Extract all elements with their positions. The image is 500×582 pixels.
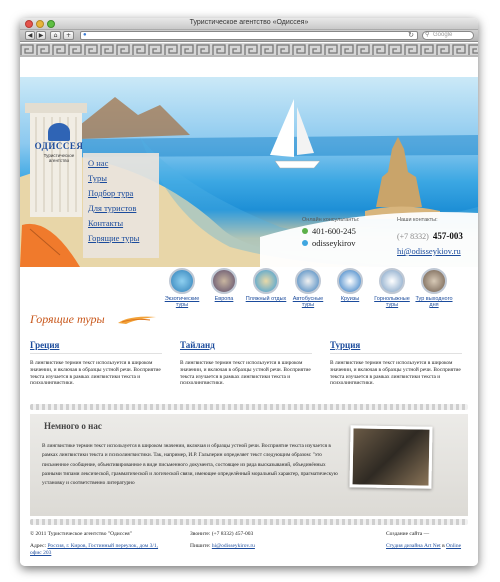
our-contacts (397, 217, 477, 256)
nav-item-for-tourists[interactable]: Для туристов (88, 203, 137, 213)
copyright: © 2011 Туристическое агентство "Одиссея" (30, 531, 132, 537)
contacts-label: Наши контакты: (397, 217, 438, 223)
wave-divider (30, 404, 468, 410)
phone-number: 457-003 (432, 231, 463, 241)
skype-name: odisseykirov (312, 238, 356, 248)
tour-label: Экзотические туры (164, 296, 200, 308)
tour-label: Круизы (340, 296, 360, 302)
about-heading: Немного о нас (44, 421, 102, 431)
address-link[interactable]: Россия, г. Киров, Гостинный переулок, дом 3/1, офис 203 (30, 543, 159, 556)
ski-tour-image (379, 268, 405, 294)
tour-europe[interactable] (202, 268, 246, 302)
reload-icon[interactable]: ↻ (408, 31, 414, 39)
nav-item-hot-tours[interactable]: Горящие туры (88, 233, 140, 243)
main-phone (397, 226, 477, 244)
nav-item-tour-search[interactable]: Подбор тура (88, 188, 134, 198)
exotic-tour-image (169, 268, 195, 294)
about-section (30, 414, 468, 516)
call-number: (+7 8332) 457-003 (211, 531, 254, 537)
skype-contact (302, 238, 382, 248)
hot-tours-heading: Горящие туры (30, 312, 105, 326)
offer-turkey (330, 340, 462, 387)
tour-label: Европа (214, 296, 234, 302)
site-logo[interactable] (34, 123, 84, 163)
footer (30, 531, 468, 566)
nav-item-contacts[interactable]: Контакты (88, 218, 124, 228)
globe-icon: ● (83, 32, 87, 38)
online-label: Онлайн консультанты: (302, 217, 360, 223)
about-text: В лингвистике термин текст используется в широком значении, включая и образцы устной речи. Восприятие текста изучается в рамках лингвистики текста и психолингвистики. Так, например, И.Р. Гальперин определяет текст следующим образом: "это письменное сообщение, объективированное в виде письменного документа, состоящее из ряда высказываний, объединённых разными типами лексической, грамматической и логической связи, имеющее определённый моральный характер, прагматическую установку и соответственно литературно (42, 443, 338, 487)
footer-left (30, 531, 170, 557)
skype-icon (302, 240, 308, 246)
logo-emblem-icon (48, 123, 70, 141)
tour-label: Тур выходного дня (415, 296, 453, 308)
tour-weekend[interactable] (412, 268, 456, 308)
back-button[interactable]: ◀ (25, 31, 35, 40)
tour-exotic[interactable] (160, 268, 204, 308)
footer-phone (190, 531, 320, 538)
logo-subtitle: Туристическое агентство (43, 153, 75, 163)
footer-right (386, 531, 468, 550)
offer-thailand (180, 340, 312, 387)
tour-ski[interactable] (370, 268, 414, 308)
window-title: Туристическое агентство «Одиссея» (189, 19, 309, 26)
nav-item-tours[interactable]: Туры (88, 173, 107, 183)
offer-title[interactable]: Турция (330, 340, 462, 354)
online-consultants (302, 217, 382, 248)
tour-label: Горнолыжные туры (374, 296, 410, 308)
hot-flame-icon (116, 313, 160, 325)
cruise-tour-image (337, 268, 363, 294)
web-page (20, 43, 478, 566)
phone-code: (+7 8332) (397, 232, 429, 241)
made-label: Создание сайта — (386, 531, 430, 537)
offer-greece (30, 340, 162, 387)
nav-item-about[interactable]: О нас (88, 158, 109, 168)
offer-text: В лингвистике термин текст используется в широком значении, и включая в образцы устной речи. Восприятие текста изучается в рамках лингвистики текста и психолингвистики. (330, 360, 461, 387)
tour-beach[interactable] (244, 268, 288, 302)
footer-email-link[interactable]: hi@odisseykirov.ru (211, 543, 255, 549)
add-bookmark-button[interactable]: + (63, 31, 74, 40)
browser-window (20, 18, 478, 566)
contact-email[interactable]: hi@odisseykiov.ru (397, 246, 461, 256)
offer-title[interactable]: Тайланд (180, 340, 312, 354)
home-button[interactable]: ⌂ (50, 31, 61, 40)
search-input[interactable] (422, 31, 474, 40)
tour-cruises[interactable] (328, 268, 372, 302)
studio-link[interactable]: Студия дизайна Art Net (386, 543, 441, 549)
offer-text: В лингвистике термин текст используется в широком значении, и включая в образцы устной речи. Восприятие текста изучается в рамках лингвистики текста и психолингвистики. (30, 360, 161, 387)
europe-tour-image (211, 268, 237, 294)
title-bar (20, 18, 478, 30)
address-bar[interactable] (80, 31, 418, 40)
wave-divider (30, 519, 468, 525)
footer-middle (190, 531, 320, 550)
offer-text: В лингвистике термин текст используется в широком значении, и включая в образцы устной речи. Восприятие текста изучается в рамках лингвистики текста и психолингвистики. (180, 360, 311, 387)
bus-tour-image (295, 268, 321, 294)
made-by (386, 543, 468, 550)
tour-label: Пляжный отдых (245, 296, 287, 302)
weekend-tour-image (421, 268, 447, 294)
online-phone (302, 226, 382, 236)
search-placeholder: Google (433, 32, 453, 38)
address-label: Адрес: (30, 543, 47, 549)
main-nav (83, 153, 159, 258)
browser-toolbar (20, 30, 478, 42)
call-label: Звоните: (190, 531, 211, 537)
footer-email (190, 543, 320, 550)
address (30, 543, 170, 557)
tour-label: Автобусные туры (292, 296, 324, 308)
write-label: Пишите: (190, 543, 211, 549)
icq-icon (302, 228, 308, 234)
tour-categories (160, 268, 478, 314)
beach-tour-image (253, 268, 279, 294)
office-photo (349, 425, 432, 488)
logo-text: ОДИССЕЯ (34, 141, 84, 151)
search-icon: ⚲ (425, 32, 430, 38)
made-suffix: в (442, 543, 445, 549)
greek-key-pattern (20, 44, 478, 56)
offer-title[interactable]: Греция (30, 340, 162, 354)
online-phone-number: 401-600-245 (312, 226, 356, 236)
tour-bus[interactable] (286, 268, 330, 308)
greek-key-border (20, 43, 478, 57)
online-link[interactable]: Online (446, 543, 462, 549)
forward-button[interactable]: ▶ (36, 31, 46, 40)
